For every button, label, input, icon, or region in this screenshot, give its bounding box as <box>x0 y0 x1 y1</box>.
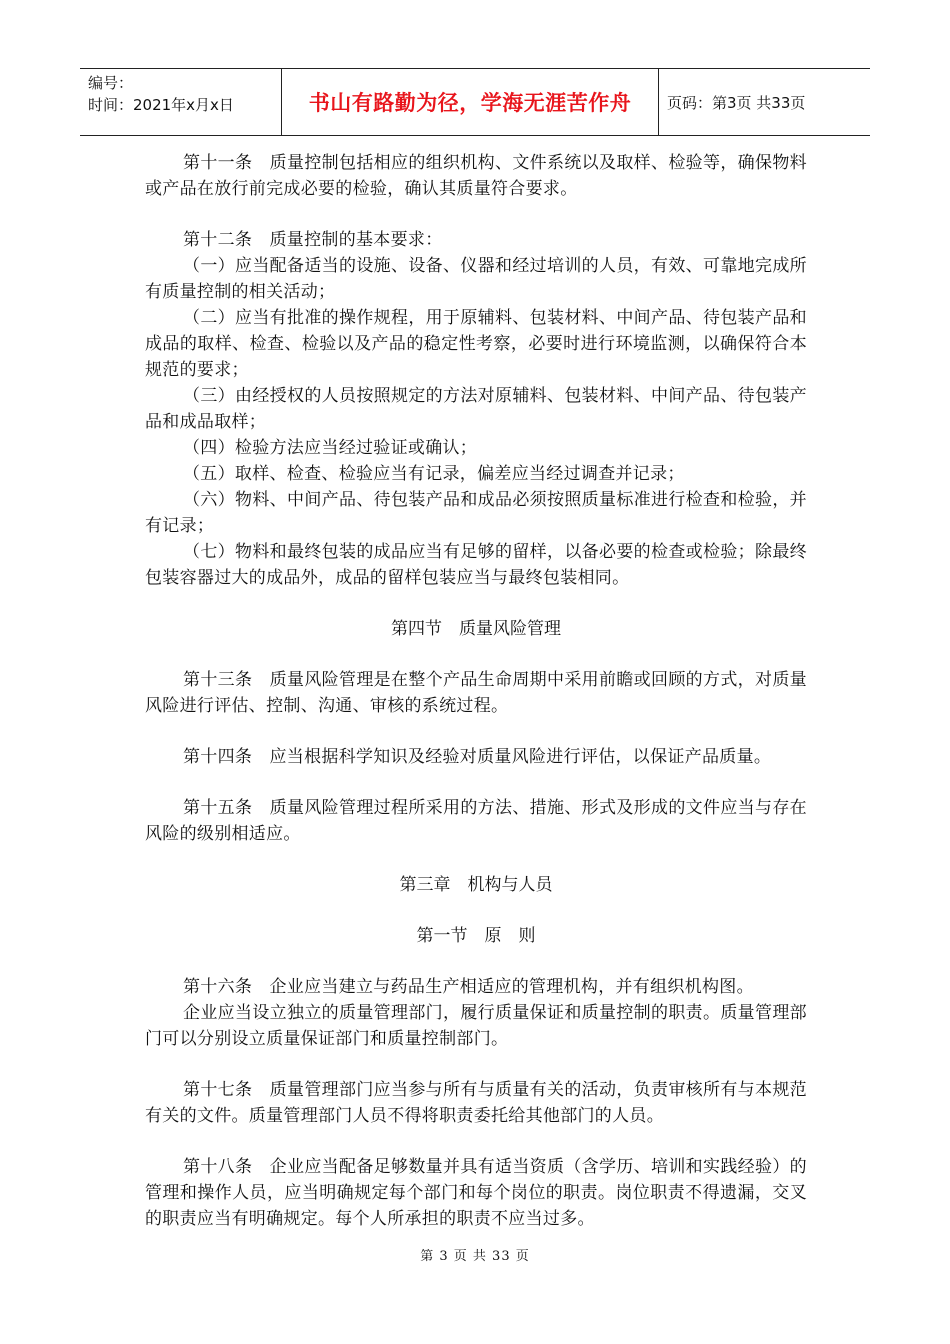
header-page-info: 页码：第3页 共33页 <box>667 93 806 112</box>
body-paragraph: 第十六条 企业应当建立与药品生产相适应的管理机构，并有组织机构图。 <box>183 977 754 997</box>
body-paragraph: （二）应当有批准的操作规程，用于原辅料、包装材料、中间产品、待包装产品和成品的取样、检查、检验以及产品的稳定性考察，必要时进行环境监测，以确保符合本规范的要求； <box>145 308 807 380</box>
document-body <box>145 150 807 1232</box>
paragraph-gap <box>145 770 807 795</box>
paragraph-gap <box>145 719 807 744</box>
paragraph-gap <box>145 847 807 872</box>
body-paragraph: 第十一条 质量控制包括相应的组织机构、文件系统以及取样、检验等，确保物料或产品在放行前完成必要的检验，确认其质量符合要求。 <box>145 153 807 199</box>
body-paragraph: （六）物料、中间产品、待包装产品和成品必须按照质量标准进行检查和检验，并有记录； <box>145 490 807 536</box>
section-heading: 第四节 质量风险管理 <box>391 619 561 639</box>
body-paragraph: （三）由经授权的人员按照规定的方法对原辅料、包装材料、中间产品、待包装产品和成品取样； <box>145 386 807 432</box>
body-paragraph: （五）取样、检查、检验应当有记录，偏差应当经过调查并记录； <box>183 464 685 484</box>
page-header <box>80 68 870 136</box>
section-heading: 第一节 原 则 <box>416 926 536 946</box>
section-heading: 第三章 机构与人员 <box>399 875 553 895</box>
paragraph-gap <box>145 898 807 923</box>
body-paragraph: 企业应当设立独立的质量管理部门，履行质量保证和质量控制的职责。质量管理部门可以分别设立质量保证部门和质量控制部门。 <box>145 1003 807 1049</box>
document-time: 时间：2021年x月x日 <box>88 96 234 114</box>
header-meta <box>80 69 282 135</box>
header-motto: 书山有路勤为径，学海无涯苦作舟 <box>282 69 659 135</box>
paragraph-gap <box>145 591 807 616</box>
paragraph-gap <box>145 1052 807 1077</box>
body-paragraph: 第十二条 质量控制的基本要求： <box>183 230 443 250</box>
body-paragraph: 第十八条 企业应当配备足够数量并具有适当资质（含学历、培训和实践经验）的管理和操作人员，应当明确规定每个部门和每个岗位的职责。岗位职责不得遗漏，交叉的职责应当有明确规定。每个人所承担的职责不应当过多。 <box>145 1157 807 1229</box>
document-number-label: 编号： <box>88 74 134 92</box>
body-paragraph: （一）应当配备适当的设施、设备、仪器和经过培训的人员，有效、可靠地完成所有质量控制的相关活动； <box>145 256 807 302</box>
body-paragraph: 第十七条 质量管理部门应当参与所有与质量有关的活动，负责审核所有与本规范有关的文件。质量管理部门人员不得将职责委托给其他部门的人员。 <box>145 1080 807 1126</box>
body-paragraph: （七）物料和最终包装的成品应当有足够的留样，以备必要的检查或检验；除最终包装容器过大的成品外，成品的留样包装应当与最终包装相同。 <box>145 542 807 588</box>
body-paragraph: 第十五条 质量风险管理过程所采用的方法、措施、形式及形成的文件应当与存在风险的级别相适应。 <box>145 798 807 844</box>
page-footer: 第 3 页 共 33 页 <box>420 1249 530 1264</box>
body-paragraph: 第十三条 质量风险管理是在整个产品生命周期中采用前瞻或回顾的方式，对质量风险进行评估、控制、沟通、审核的系统过程。 <box>145 670 807 716</box>
paragraph-gap <box>145 202 807 227</box>
paragraph-gap <box>145 1129 807 1154</box>
paragraph-gap <box>145 949 807 974</box>
body-paragraph: （四）检验方法应当经过验证或确认； <box>183 438 478 458</box>
body-paragraph: 第十四条 应当根据科学知识及经验对质量风险进行评估，以保证产品质量。 <box>183 747 772 767</box>
paragraph-gap <box>145 642 807 667</box>
